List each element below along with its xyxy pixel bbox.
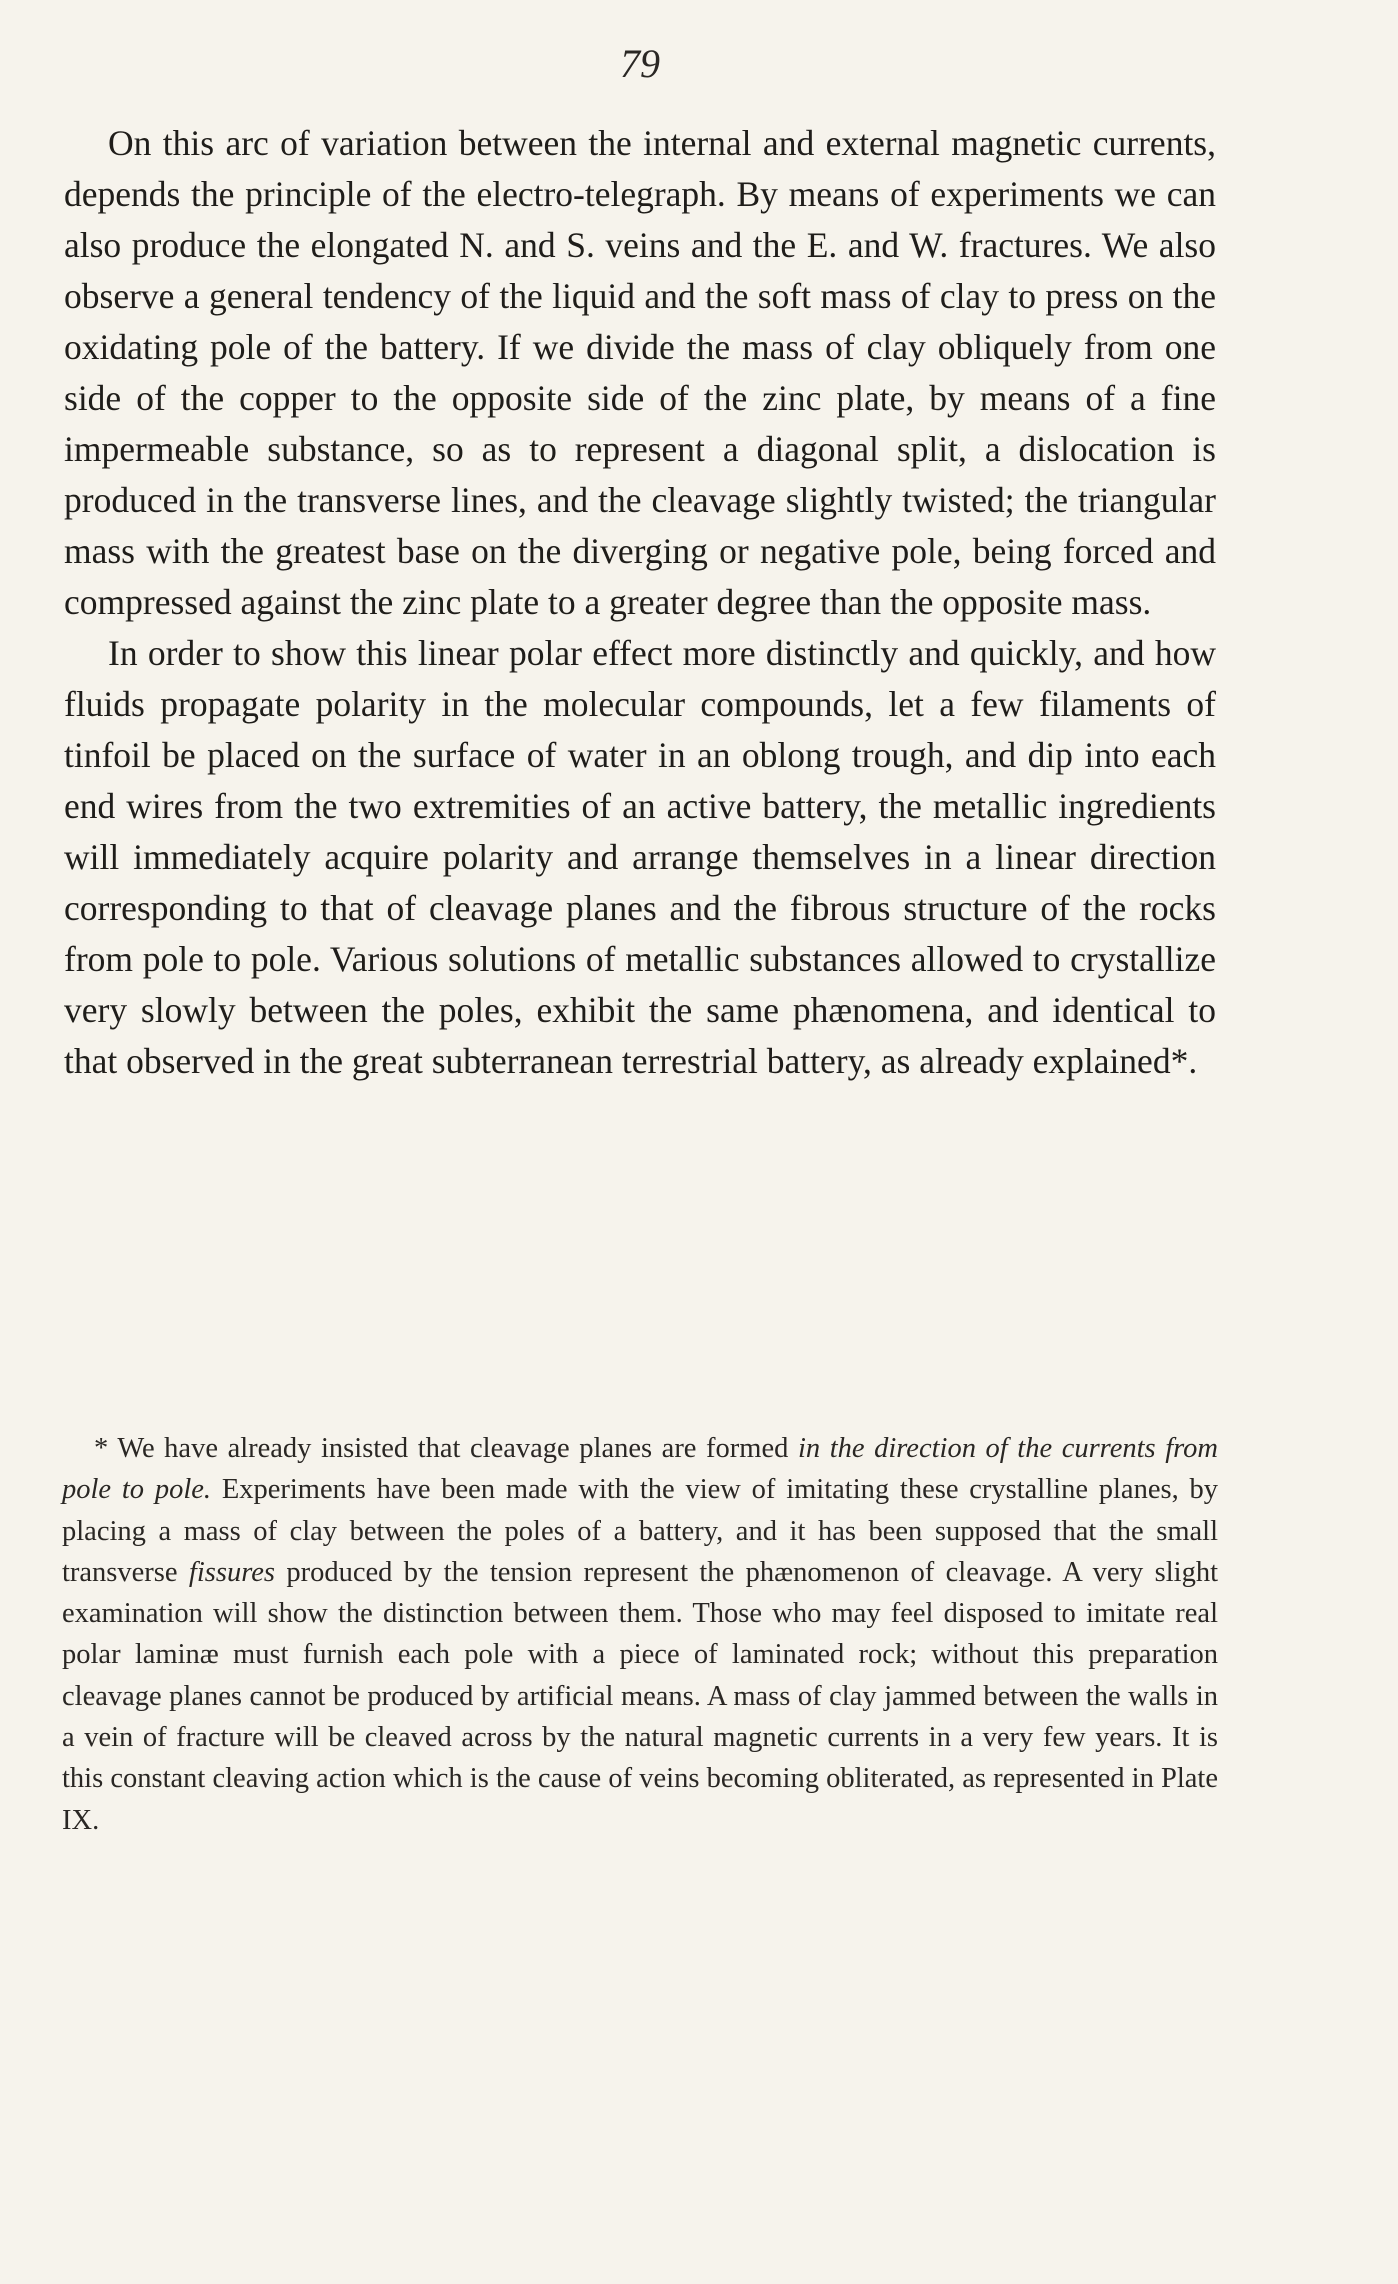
footnote-emphasis-fissures: fissures [188,1556,275,1588]
footnote [62,1428,1218,1841]
footnote-emphasis-direction: in the direction of the currents from pole to pole. [62,1433,1218,1506]
paragraph-2: In order to show this linear polar effect more distinctly and quickly, and how fluids propagate polarity in the molecular compounds, let a few filaments of tinfoil be placed on the surface of water in an oblong trough, and dip into each end wires from the two extremities of an active battery, the metallic ingredients will immediately acquire polarity and arrange themselves in a linear direction corresponding to that of cleavage planes and the fibrous structure of the rocks from pole to pole. Various solutions of metallic substances allowed to crystallize very slowly between the poles, exhibit the same phænomena, and identical to that observed in the great subterranean terrestrial battery, as already explained*. [64,633,1216,1081]
main-text [64,118,1216,1087]
footnote-tail: produced by the tension represent the phænomenon of cleavage. A very slight examination will show the distinction between them. Those who may feel disposed to imitate real polar laminæ must furnish each pole with a piece of laminated rock; without this preparation cleavage planes cannot be produced by artificial means. A mass of clay jammed between the walls in a vein of fracture will be cleaved across by the natural magnetic currents in a very few years. It is this constant cleaving action which is the cause of veins becoming obliterated, as represented in Plate IX. [62,1556,1219,1836]
page-number: 79 [620,41,660,86]
footnote-middle: Experiments have been made with the view of imitating these crystalline planes, by placing a mass of clay between the poles of a battery, and it has been supposed that the small transverse [62,1474,1218,1588]
footnote-lead: * We have already insisted that cleavage planes are formed [94,1433,798,1464]
paragraph-1: On this arc of variation between the internal and external magnetic currents, depends the principle of the electro-telegraph. By means of experiments we can also produce the elongated N. and S. veins and the E. and W. fractures. We also observe a general tendency of the liquid and the soft mass of clay to press on the oxidating pole of the battery. If we divide the mass of clay obliquely from one side of the copper to the opposite side of the zinc plate, by means of a fine impermeable substance, so as to represent a diagonal split, a dislocation is produced in the transverse lines, and the cleavage slightly twisted; the triangular mass with the greatest base on the diverging or negative pole, being forced and compressed against the zinc plate to a greater degree than the opposite mass. [64,123,1216,622]
footnote-paragraph [62,1428,1218,1841]
